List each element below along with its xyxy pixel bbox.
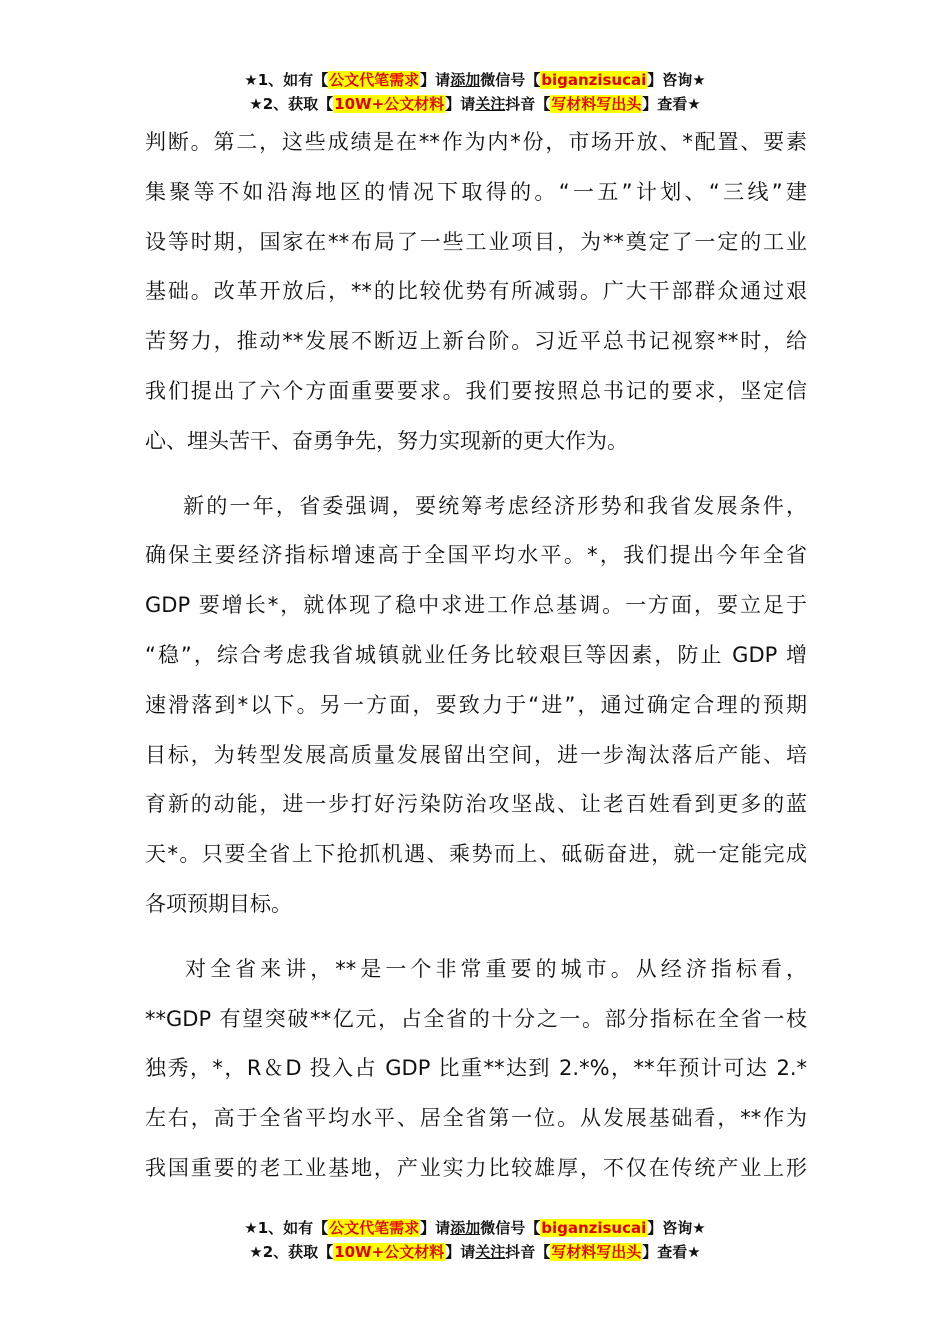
text-line: 心、埋头苦干、奋勇争先，努力实现新的更大作为。	[145, 428, 628, 453]
text-line: 集聚等不如沿海地区的情况下取得的。“一五”计划、“三线”建	[145, 179, 807, 204]
highlight-materials: 10W+公文材料	[334, 1243, 445, 1261]
promo-banner-top	[0, 68, 950, 116]
text-line: 基础。改革开放后，**的比较优势有所减弱。广大干部群众通过艰	[145, 279, 807, 304]
highlight-wechat-id: biganzisucai	[541, 71, 647, 89]
text-line: 我们提出了六个方面重要要求。我们要按照总书记的要求，坚定信	[145, 378, 807, 403]
promo-line-2: ★2、获取【10W+公文材料】请关注抖音【写材料写出头】查看★	[249, 1243, 701, 1261]
paragraph-2	[145, 482, 807, 930]
text-line: 独秀，*，R＆D 投入占 GDP 比重**达到 2.*%，**年预计可达 2.*	[145, 1056, 807, 1081]
text-line: 育新的动能，进一步打好污染防治攻坚战、让老百姓看到更多的蓝	[145, 792, 807, 817]
text-line: GDP 要增长*，就体现了稳中求进工作总基调。一方面，要立足于	[145, 593, 807, 618]
text-line: 目标，为转型发展高质量发展留出空间，进一步淘汰落后产能、培	[145, 742, 807, 767]
highlight-materials: 10W+公文材料	[334, 95, 445, 113]
text-line: 对全省来讲，**是一个非常重要的城市。从经济指标看，	[181, 956, 807, 981]
text-line: **GDP 有望突破**亿元，占全省的十分之一。部分指标在全省一枝	[145, 1006, 807, 1031]
text-line: 确保主要经济指标增速高于全国平均水平。*，我们提出今年全省	[145, 543, 807, 568]
text-line: 判断。第二，这些成绩是在**作为内*份，市场开放、*配置、要素	[145, 130, 807, 154]
text-line: 新的一年，省委强调，要统筹考虑经济形势和我省发展条件，	[181, 493, 807, 518]
text-line: 各项预期目标。	[145, 891, 292, 916]
text-line: 速滑落到*以下。另一方面，要致力于“进”，通过确定合理的预期	[145, 692, 807, 717]
promo-line-1: ★1、如有【公文代笔需求】请添加微信号【biganzisucai】咨询★	[244, 71, 706, 89]
document-body	[145, 118, 807, 1194]
promo-line-2: ★2、获取【10W+公文材料】请关注抖音【写材料写出头】查看★	[249, 95, 701, 113]
highlight-service: 公文代笔需求	[329, 1219, 420, 1237]
text-line: “稳”，综合考虑我省城镇就业任务比较艰巨等因素，防止 GDP 增	[145, 642, 807, 667]
text-line: 设等时期，国家在**布局了一些工业项目，为**奠定了一定的工业	[145, 229, 807, 254]
text-line: 我国重要的老工业基地，产业实力比较雄厚，不仅在传统产业上形	[145, 1155, 807, 1180]
highlight-douyin: 写材料写出头	[551, 1243, 642, 1261]
paragraph-3	[145, 945, 807, 1194]
highlight-service: 公文代笔需求	[329, 71, 420, 89]
text-line: 天*。只要全省上下抢抓机遇、乘势而上、砥砺奋进，就一定能完成	[145, 842, 807, 867]
promo-banner-bottom	[0, 1216, 950, 1264]
highlight-wechat-id: biganzisucai	[541, 1219, 647, 1237]
promo-line-1: ★1、如有【公文代笔需求】请添加微信号【biganzisucai】咨询★	[244, 1219, 706, 1237]
text-line: 苦努力，推动**发展不断迈上新台阶。习近平总书记视察**时，给	[145, 329, 807, 354]
highlight-douyin: 写材料写出头	[551, 95, 642, 113]
paragraph-1	[145, 118, 807, 467]
text-line: 左右，高于全省平均水平、居全省第一位。从发展基础看，**作为	[145, 1106, 807, 1131]
